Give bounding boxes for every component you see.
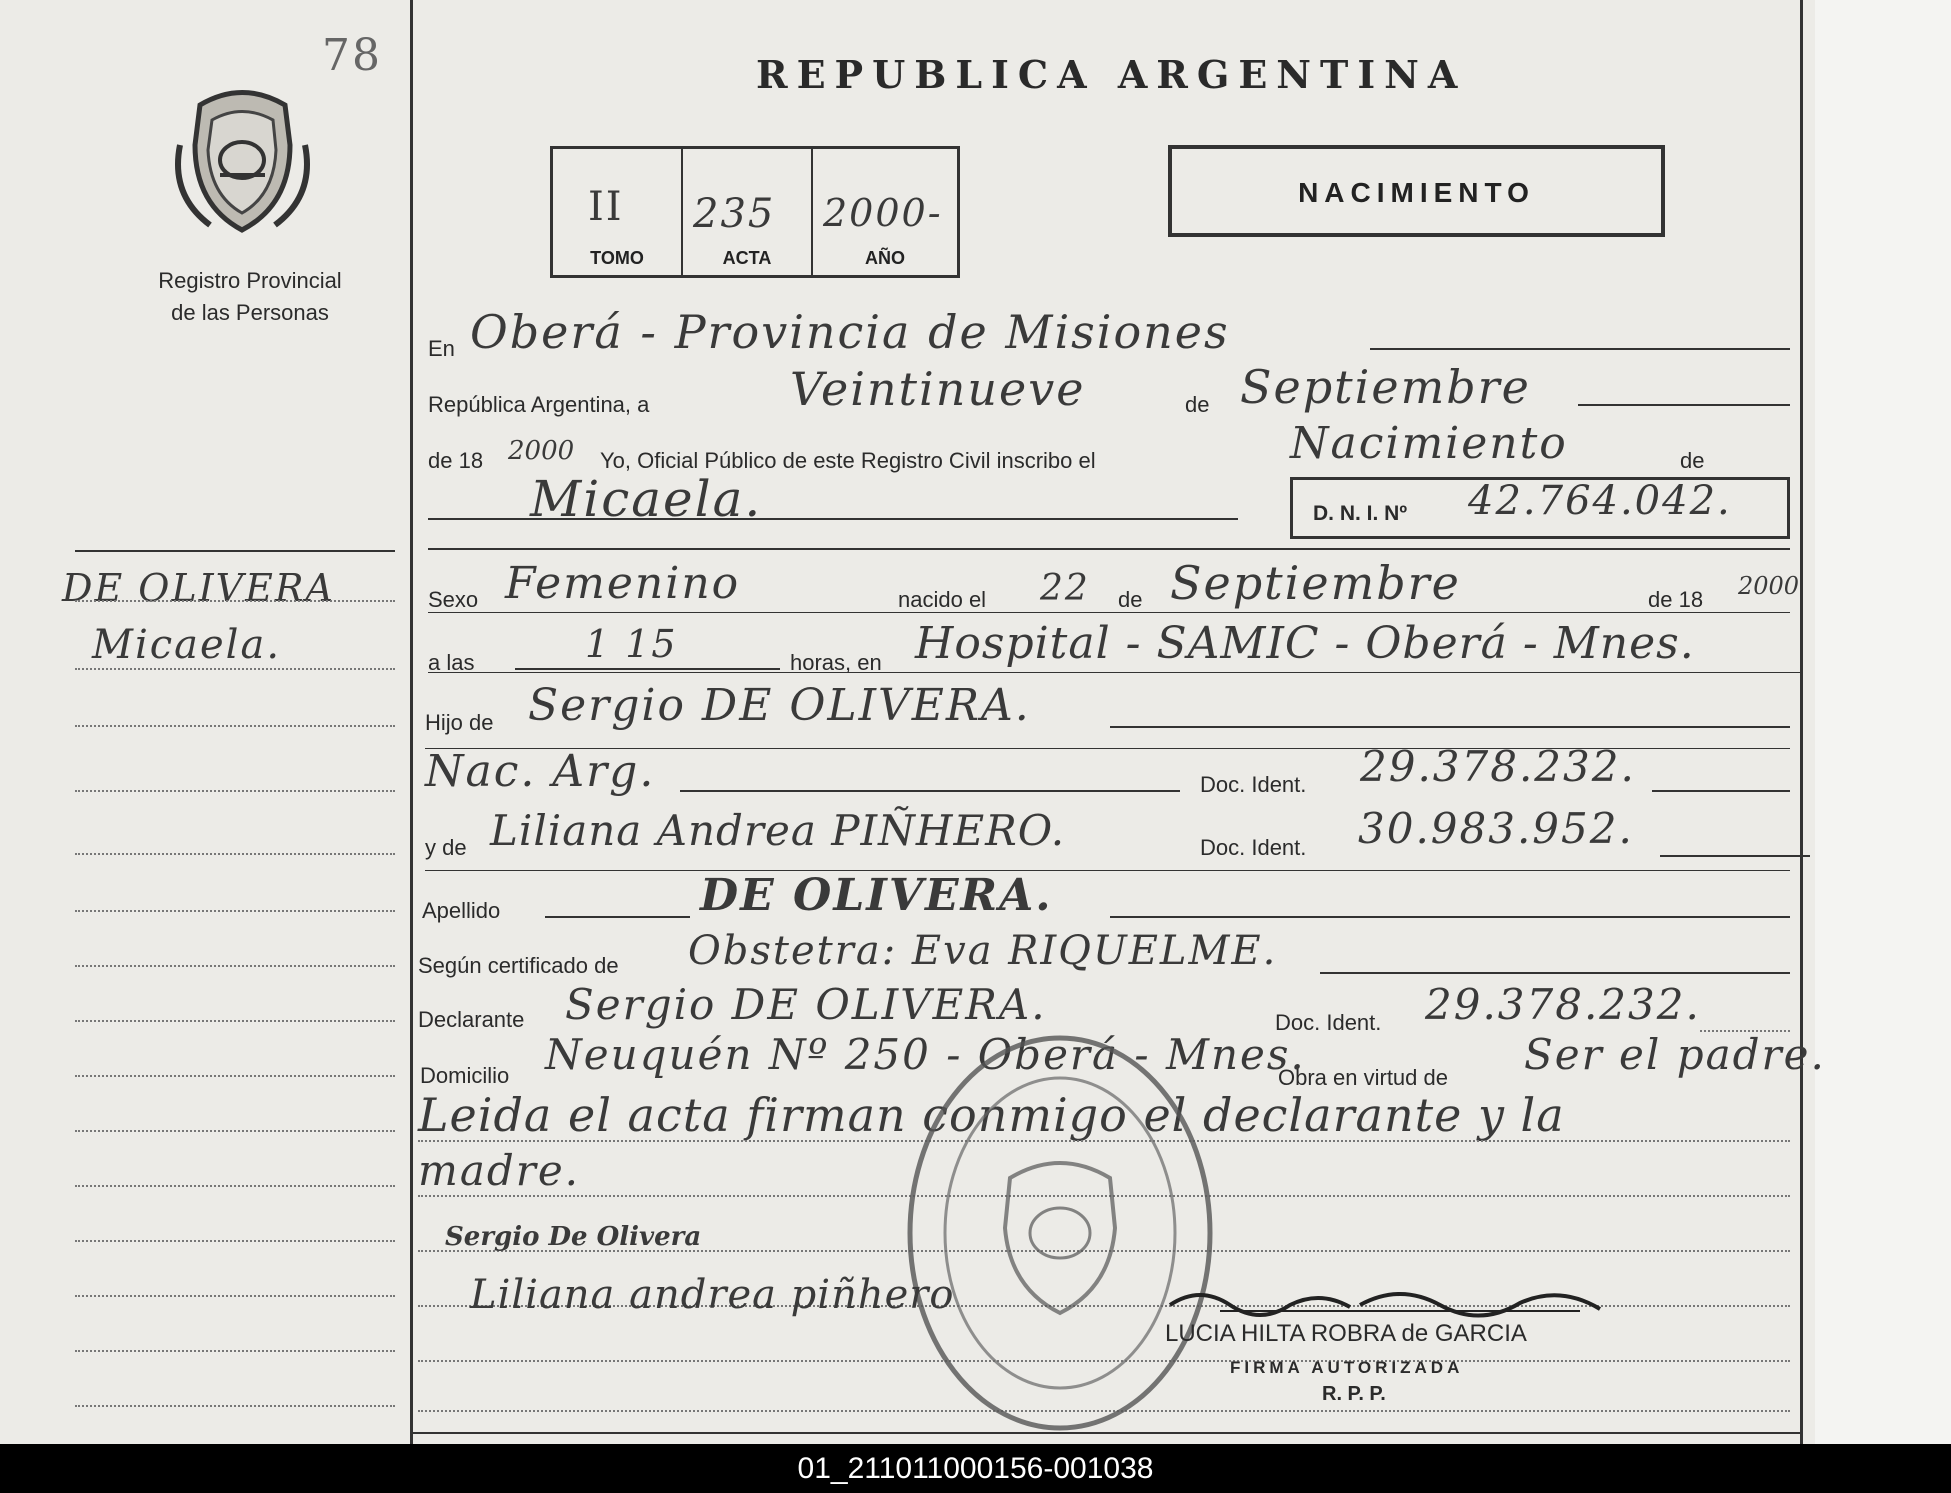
en-label: En bbox=[428, 336, 455, 361]
margin-dotted-line bbox=[75, 1075, 395, 1077]
page-number: 78 bbox=[322, 30, 382, 81]
margin-top-rule bbox=[75, 550, 395, 552]
field-line bbox=[1320, 972, 1790, 974]
day-text: Veintinueve bbox=[790, 362, 1086, 416]
act-type-label: NACIMIENTO bbox=[1298, 177, 1535, 208]
right-border bbox=[1800, 0, 1803, 1444]
sexo-label: Sexo bbox=[428, 587, 479, 612]
nacido-label: nacido el bbox=[898, 587, 987, 612]
field-line bbox=[515, 668, 780, 670]
field-line bbox=[545, 916, 690, 918]
republica-label: República Argentina, a bbox=[428, 392, 650, 417]
father-doc-value: 29.378.232. bbox=[1360, 742, 1636, 791]
field-line bbox=[1110, 916, 1790, 918]
official-name: LUCIA HILTA ROBRA de GARCIA bbox=[1165, 1320, 1527, 1347]
certificate-value: Obstetra: Eva RIQUELME. bbox=[688, 928, 1278, 974]
margin-dotted-line bbox=[75, 853, 395, 855]
de18-label: de 18 bbox=[1648, 587, 1704, 612]
section-rule bbox=[428, 548, 1790, 550]
place-value: Oberá - Provincia de Misiones bbox=[470, 305, 1230, 359]
margin-dotted-line bbox=[75, 668, 395, 670]
de-label-3: de bbox=[1118, 587, 1143, 612]
dni-box bbox=[1290, 477, 1790, 539]
a-las-label: a las bbox=[428, 650, 475, 675]
margin-dotted-line bbox=[75, 600, 395, 602]
margin-dotted-line bbox=[75, 1185, 395, 1187]
signature-father: Sergio De Olivera bbox=[445, 1222, 702, 1252]
tomo-value: II bbox=[588, 184, 624, 230]
domicilio-label: Domicilio bbox=[420, 1063, 510, 1088]
margin-dotted-line bbox=[75, 1405, 395, 1407]
act-type-box bbox=[1168, 145, 1665, 237]
field-line bbox=[1660, 855, 1810, 857]
margin-dotted-line bbox=[75, 1350, 395, 1352]
seal-caption-line2: de las Personas bbox=[171, 300, 329, 325]
inscribo-label: Yo, Oficial Público de este Registro Civil inscribo el bbox=[600, 448, 1096, 473]
image-id-label: 01_211011000156-001038 bbox=[797, 1452, 1154, 1485]
margin-dotted-line bbox=[75, 1240, 395, 1242]
tomo-cell bbox=[553, 149, 683, 275]
official-org: R. P. P. bbox=[1322, 1383, 1386, 1405]
declarante-label: Declarante bbox=[418, 1007, 525, 1032]
father-nationality-value: Nac. Arg. bbox=[425, 746, 656, 797]
registry-seal-icon bbox=[170, 85, 315, 235]
hijo-label: Hijo de bbox=[425, 710, 494, 735]
month-value: Septiembre bbox=[1240, 360, 1531, 414]
closing-line-2: madre. bbox=[418, 1146, 581, 1195]
act-name-value: Nacimiento bbox=[1290, 418, 1568, 469]
registry-box bbox=[550, 146, 960, 278]
declarant-doc-value: 29.378.232. bbox=[1425, 980, 1701, 1029]
birth-day-value: 22 bbox=[1040, 568, 1090, 609]
margin-dotted-line bbox=[75, 965, 395, 967]
father-value: Sergio DE OLIVERA. bbox=[528, 680, 1031, 731]
dni-value: 42.764.042. bbox=[1468, 478, 1732, 524]
margin-dotted-line bbox=[75, 1130, 395, 1132]
de-label-2: de bbox=[1680, 448, 1705, 473]
ano-cell bbox=[813, 149, 957, 275]
mother-value: Liliana Andrea PIÑHERO. bbox=[490, 806, 1066, 855]
segun-label: Según certificado de bbox=[418, 953, 619, 978]
field-line bbox=[1370, 348, 1790, 350]
field-line bbox=[680, 790, 1180, 792]
margin-dotted-line bbox=[75, 725, 395, 727]
margin-dotted-line bbox=[75, 1295, 395, 1297]
margin-dotted-line bbox=[75, 1020, 395, 1022]
acta-value: 235 bbox=[693, 191, 776, 237]
child-name-value: Micaela. bbox=[530, 470, 763, 528]
acta-cell bbox=[683, 149, 813, 275]
field-line bbox=[1652, 790, 1790, 792]
year-value: 2000 bbox=[508, 436, 575, 466]
year-prefix: de 18 bbox=[428, 448, 484, 473]
ano-label: AÑO bbox=[865, 248, 905, 268]
birth-month-value: Septiembre bbox=[1170, 556, 1461, 610]
margin-dotted-line bbox=[75, 790, 395, 792]
tomo-label: TOMO bbox=[590, 248, 644, 268]
sex-value: Femenino bbox=[505, 558, 741, 609]
ano-value: 2000- bbox=[823, 191, 943, 235]
acta-label: ACTA bbox=[722, 248, 772, 268]
birth-place-value: Hospital - SAMIC - Oberá - Mnes. bbox=[915, 618, 1695, 669]
mother-doc-value: 30.983.952. bbox=[1358, 804, 1634, 853]
field-line bbox=[428, 672, 1800, 673]
dni-label: D. N. I. Nº bbox=[1313, 502, 1408, 525]
address-value: Neuquén Nº 250 - Oberá - Mnes. bbox=[545, 1030, 1306, 1079]
reason-value: Ser el padre. bbox=[1524, 1030, 1826, 1079]
country-title: REPUBLICA ARGENTINA bbox=[756, 52, 1467, 97]
apellido-label: Apellido bbox=[422, 898, 501, 923]
field-line bbox=[425, 870, 1790, 871]
surname-value: DE OLIVERA. bbox=[700, 870, 1053, 921]
official-stamp-icon bbox=[900, 1028, 1220, 1438]
declarant-value: Sergio DE OLIVERA. bbox=[565, 980, 1047, 1029]
field-line bbox=[428, 612, 1790, 613]
column-divider bbox=[410, 0, 413, 1444]
horas-label: horas, en bbox=[790, 650, 882, 675]
y-de-label: y de bbox=[425, 835, 467, 860]
seal-caption-line1: Registro Provincial bbox=[158, 268, 342, 293]
field-line bbox=[1110, 726, 1790, 728]
signature-mother: Liliana andrea piñhero bbox=[470, 1272, 955, 1318]
birth-year-value: 2000 bbox=[1738, 572, 1800, 600]
declarant-doc-label: Doc. Ident. bbox=[1275, 1010, 1382, 1035]
margin-given-name: Micaela. bbox=[92, 622, 282, 668]
field-line bbox=[1578, 404, 1790, 406]
official-title: FIRMA AUTORIZADA bbox=[1230, 1358, 1464, 1377]
mother-doc-label: Doc. Ident. bbox=[1200, 835, 1307, 860]
closing-line-1: Leida el acta firman conmigo el declarante y la bbox=[418, 1088, 1565, 1142]
birth-hour-value: 1 15 bbox=[585, 622, 678, 666]
page-gutter bbox=[1815, 0, 1951, 1444]
margin-dotted-line bbox=[75, 910, 395, 912]
de-label: de bbox=[1185, 392, 1210, 417]
margin-surname: DE OLIVERA bbox=[62, 566, 335, 610]
father-doc-label: Doc. Ident. bbox=[1200, 772, 1307, 797]
obra-label: Obra en virtud de bbox=[1278, 1065, 1448, 1090]
